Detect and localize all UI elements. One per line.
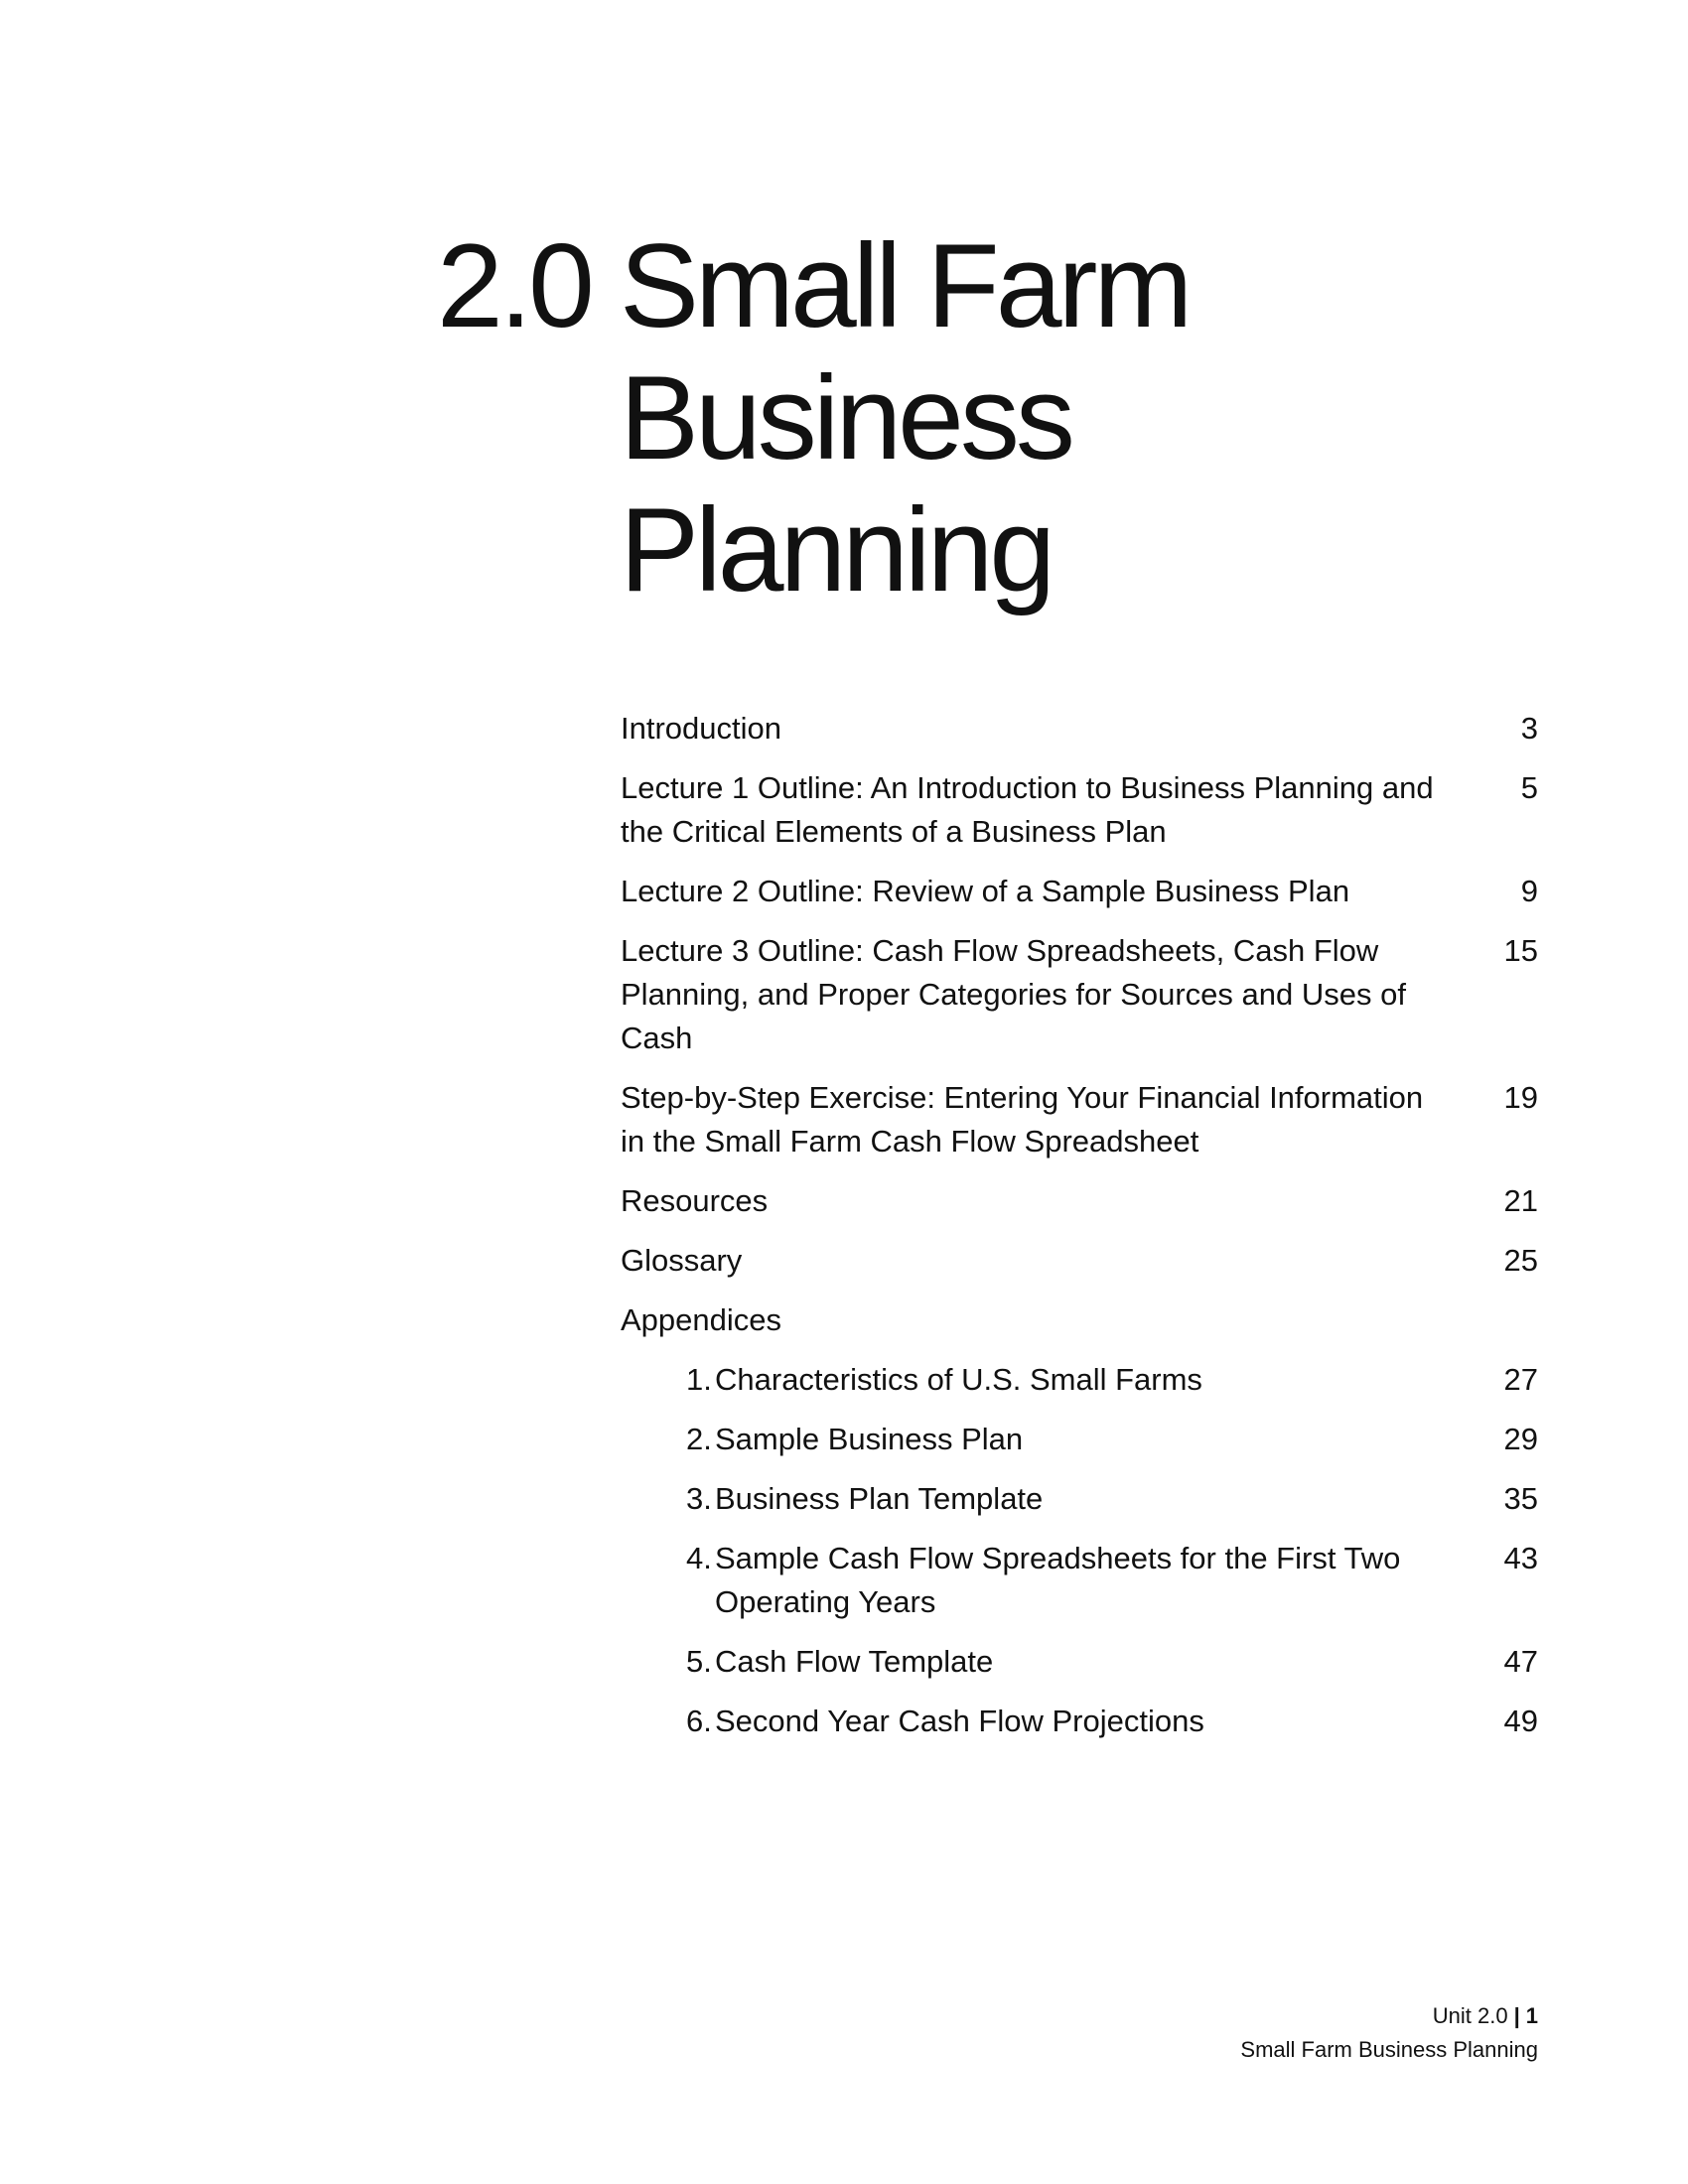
footer-subtitle: Small Farm Business Planning (1240, 2037, 1538, 2062)
footer-unit: Unit 2.0 (1432, 2003, 1508, 2028)
appendix-page: 35 (1503, 1481, 1538, 1516)
table-of-contents (621, 707, 1538, 1759)
toc-appendix-3[interactable] (621, 1477, 1538, 1521)
page-number: 1 (1525, 2003, 1538, 2028)
toc-entry-title: Step-by-Step Exercise: Entering Your Financial Information in the Small Farm Cash Flow Spreadsheet (621, 1080, 1424, 1159)
appendix-number: 6. (686, 1704, 712, 1738)
toc-entry-page: 9 (1520, 874, 1538, 908)
toc-entry-lecture-1[interactable] (621, 766, 1538, 854)
toc-entry-title: Lecture 2 Outline: Review of a Sample Business Plan (621, 874, 1350, 908)
appendix-title: Characteristics of U.S. Small Farms (715, 1362, 1202, 1397)
toc-appendix-2[interactable] (621, 1418, 1538, 1461)
appendix-title: Cash Flow Template (715, 1644, 994, 1679)
appendix-page: 43 (1503, 1541, 1538, 1575)
appendix-number: 2. (686, 1422, 712, 1456)
page-footer (1240, 1999, 1538, 2067)
toc-appendix-5[interactable] (621, 1640, 1538, 1684)
toc-entry-title: Appendices (621, 1302, 782, 1337)
appendix-page: 47 (1503, 1644, 1538, 1679)
title-line-2: Business (620, 351, 1071, 484)
title-line-3: Planning (620, 483, 1053, 616)
toc-entry-introduction[interactable] (621, 707, 1538, 751)
appendix-page: 29 (1503, 1422, 1538, 1456)
appendix-number: 1. (686, 1362, 712, 1397)
title-line-1: Small Farm (620, 219, 1190, 352)
unit-number: 2.0 (437, 219, 591, 352)
appendix-page: 27 (1503, 1362, 1538, 1397)
toc-entry-appendices[interactable] (621, 1298, 1538, 1342)
toc-entry-page: 19 (1503, 1080, 1538, 1115)
appendix-number: 4. (686, 1541, 712, 1575)
appendix-title: Sample Cash Flow Spreadsheets for the First Two Operating Years (715, 1541, 1401, 1619)
toc-entry-page: 3 (1520, 711, 1538, 746)
toc-entry-title: Lecture 3 Outline: Cash Flow Spreadsheets, Cash Flow Planning, and Proper Categories for Sources and Uses of Cash (621, 933, 1406, 1055)
toc-entry-title: Introduction (621, 711, 781, 746)
appendix-title: Sample Business Plan (715, 1422, 1024, 1456)
unit-title (620, 220, 1189, 616)
toc-entry-glossary[interactable] (621, 1239, 1538, 1283)
toc-entry-title: Resources (621, 1183, 769, 1218)
toc-entry-lecture-3[interactable] (621, 929, 1538, 1060)
toc-entry-resources[interactable] (621, 1179, 1538, 1223)
toc-entry-page: 5 (1520, 770, 1538, 805)
appendix-number: 3. (686, 1481, 712, 1516)
toc-entry-page: 21 (1503, 1183, 1538, 1218)
footer-unit-line (1240, 1999, 1538, 2033)
toc-appendix-4[interactable] (621, 1537, 1538, 1624)
toc-entry-page: 25 (1503, 1243, 1538, 1278)
footer-separator: | (1513, 2003, 1520, 2028)
toc-entry-title: Lecture 1 Outline: An Introduction to Business Planning and the Critical Elements of a Business Plan (621, 770, 1434, 849)
appendix-page: 49 (1503, 1704, 1538, 1738)
toc-entry-lecture-2[interactable] (621, 870, 1538, 913)
toc-entry-exercise[interactable] (621, 1076, 1538, 1163)
toc-appendix-6[interactable] (621, 1700, 1538, 1743)
appendix-title: Second Year Cash Flow Projections (715, 1704, 1204, 1738)
appendix-number: 5. (686, 1644, 712, 1679)
appendix-title: Business Plan Template (715, 1481, 1044, 1516)
toc-entry-title: Glossary (621, 1243, 743, 1278)
toc-entry-page: 15 (1503, 933, 1538, 968)
toc-appendix-1[interactable] (621, 1358, 1538, 1402)
